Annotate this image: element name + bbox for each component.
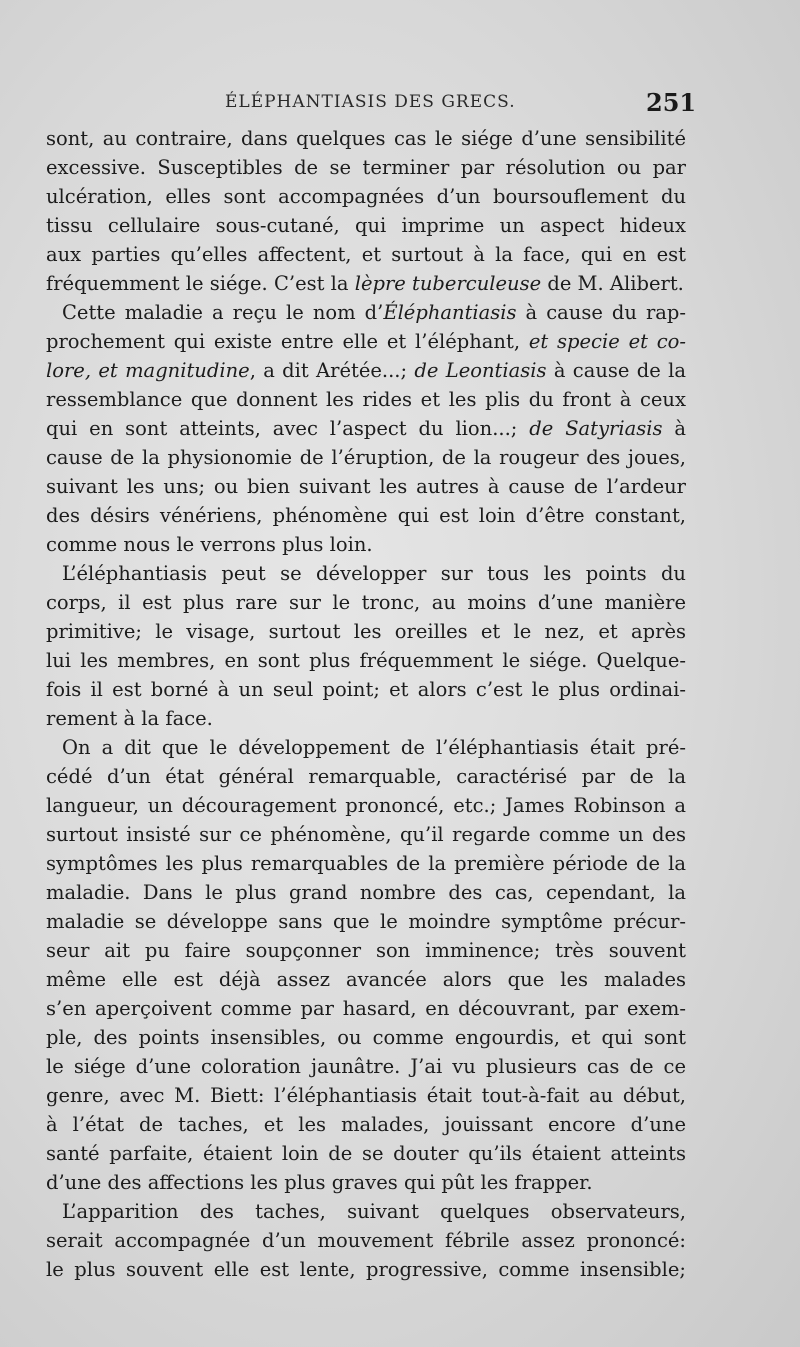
text-line: [46, 1139, 686, 1168]
line-text: suivant les uns; ou bien suivant les autres à cause de l’ardeur: [46, 475, 686, 498]
line-text: prochement qui existe entre elle et l’éléphant,: [46, 330, 529, 353]
italic-text: lèpre tuberculeuse: [354, 272, 542, 295]
line-text: tissu cellulaire sous-cutané, qui imprime un aspect hideux: [46, 214, 686, 237]
text-line: [46, 414, 686, 443]
line-text: ple, des points insensibles, ou comme engourdis, et qui sont: [46, 1026, 686, 1049]
line-text: fréquemment le siége. C’est la: [46, 272, 355, 295]
line-text: genre, avec M. Biett: l’éléphantiasis était tout-à-fait au début,: [46, 1084, 686, 1107]
text-line: [46, 675, 686, 704]
line-text: surtout insisté sur ce phénomène, qu’il regarde comme un des: [46, 823, 686, 846]
text-line: [46, 269, 686, 298]
text-line: [46, 530, 686, 559]
running-head-title: ÉLÉPHANTIASIS DES GRECS.: [225, 92, 516, 112]
text-line: [46, 791, 686, 820]
line-text: des désirs vénériens, phénomène qui est loin d’être constant,: [46, 504, 686, 527]
line-text: comme nous le verrons plus loin.: [46, 533, 373, 556]
text-line: [46, 762, 686, 791]
line-text: sont, au contraire, dans quelques cas le siége d’une sensibilité: [46, 127, 686, 150]
line-text: maladie se développe sans que le moindre symptôme précur-: [46, 910, 686, 933]
running-head: [0, 88, 800, 122]
line-text: le plus souvent elle est lente, progressive, comme insensible;: [46, 1258, 686, 1281]
text-line: [46, 1226, 686, 1255]
line-text: qui en sont atteints, avec l’aspect du lion...;: [46, 417, 530, 440]
line-text: L’éléphantiasis peut se développer sur tous les points du: [62, 562, 686, 585]
line-text: même elle est déjà assez avancée alors que les malades: [46, 968, 686, 991]
text-line: [46, 472, 686, 501]
text-line: [46, 733, 686, 762]
line-text: rement à la face.: [46, 707, 213, 730]
text-line: [46, 907, 686, 936]
line-text: excessive. Susceptibles de se terminer par résolution ou par: [46, 156, 686, 179]
line-text: fois il est borné à un seul point; et alors c’est le plus ordinai-: [46, 678, 686, 701]
italic-text: et specie et co-: [528, 330, 686, 353]
text-line: [46, 240, 686, 269]
line-text: d’une des affections les plus graves qui pût les frapper.: [46, 1171, 593, 1194]
text-line: [46, 211, 686, 240]
text-line: [46, 820, 686, 849]
line-text: de M. Alibert.: [541, 272, 684, 295]
text-line: [46, 994, 686, 1023]
body-text: [46, 124, 686, 1284]
line-text: santé parfaite, étaient loin de se douter qu’ils étaient atteints: [46, 1142, 686, 1165]
line-text: Cette maladie a reçu le nom d’: [62, 301, 384, 324]
text-line: [46, 443, 686, 472]
italic-text: de Leontiasis: [414, 359, 547, 382]
text-line: [46, 965, 686, 994]
text-line: [46, 849, 686, 878]
line-text: ulcération, elles sont accompagnées d’un boursouflement du: [46, 185, 686, 208]
text-line: [46, 588, 686, 617]
italic-text: de Satyriasis: [529, 417, 663, 440]
line-text: primitive; le visage, surtout les oreilles et le nez, et après: [46, 620, 686, 643]
line-text: seur ait pu faire soupçonner son imminence; très souvent: [46, 939, 686, 962]
line-text: maladie. Dans le plus grand nombre des cas, cependant, la: [46, 881, 686, 904]
line-text: lui les membres, en sont plus fréquemment le siége. Quelque-: [46, 649, 686, 672]
text-line: [46, 1081, 686, 1110]
line-text: symptômes les plus remarquables de la première période de la: [46, 852, 686, 875]
text-line: [46, 646, 686, 675]
text-line: [46, 878, 686, 907]
line-text: à cause de la: [546, 359, 686, 382]
page-number: 251: [646, 88, 697, 117]
text-line: [46, 298, 686, 327]
line-text: ressemblance que donnent les rides et les plis du front à ceux: [46, 388, 686, 411]
line-text: à: [662, 417, 686, 440]
text-line: [46, 1255, 686, 1284]
text-line: [46, 1197, 686, 1226]
text-line: [46, 385, 686, 414]
text-line: [46, 501, 686, 530]
line-text: serait accompagnée d’un mouvement fébrile assez prononcé:: [46, 1229, 686, 1252]
text-line: [46, 559, 686, 588]
line-text: aux parties qu’elles affectent, et surtout à la face, qui en est: [46, 243, 686, 266]
line-text: cause de la physionomie de l’éruption, de la rougeur des joues,: [46, 446, 686, 469]
text-line: [46, 1168, 686, 1197]
line-text: L’apparition des taches, suivant quelques observateurs,: [62, 1200, 686, 1223]
line-text: s’en aperçoivent comme par hasard, en découvrant, par exem-: [46, 997, 686, 1020]
line-text: à cause du rap-: [516, 301, 686, 324]
text-line: [46, 327, 686, 356]
text-line: [46, 1023, 686, 1052]
line-text: , a dit Arétée...;: [249, 359, 415, 382]
text-line: [46, 356, 686, 385]
text-line: [46, 617, 686, 646]
line-text: On a dit que le développement de l’éléphantiasis était pré-: [62, 736, 686, 759]
line-text: cédé d’un état général remarquable, caractérisé par de la: [46, 765, 686, 788]
text-line: [46, 1110, 686, 1139]
text-line: [46, 704, 686, 733]
line-text: langueur, un découragement prononcé, etc.; James Robinson a: [46, 794, 686, 817]
text-line: [46, 182, 686, 211]
line-text: corps, il est plus rare sur le tronc, au moins d’une manière: [46, 591, 686, 614]
line-text: à l’état de taches, et les malades, jouissant encore d’une: [46, 1113, 686, 1136]
italic-text: Éléphantiasis: [383, 301, 517, 324]
text-line: [46, 124, 686, 153]
text-line: [46, 1052, 686, 1081]
text-line: [46, 936, 686, 965]
text-line: [46, 153, 686, 182]
italic-text: lore, et magnitudine: [46, 359, 250, 382]
line-text: le siége d’une coloration jaunâtre. J’ai vu plusieurs cas de ce: [46, 1055, 686, 1078]
